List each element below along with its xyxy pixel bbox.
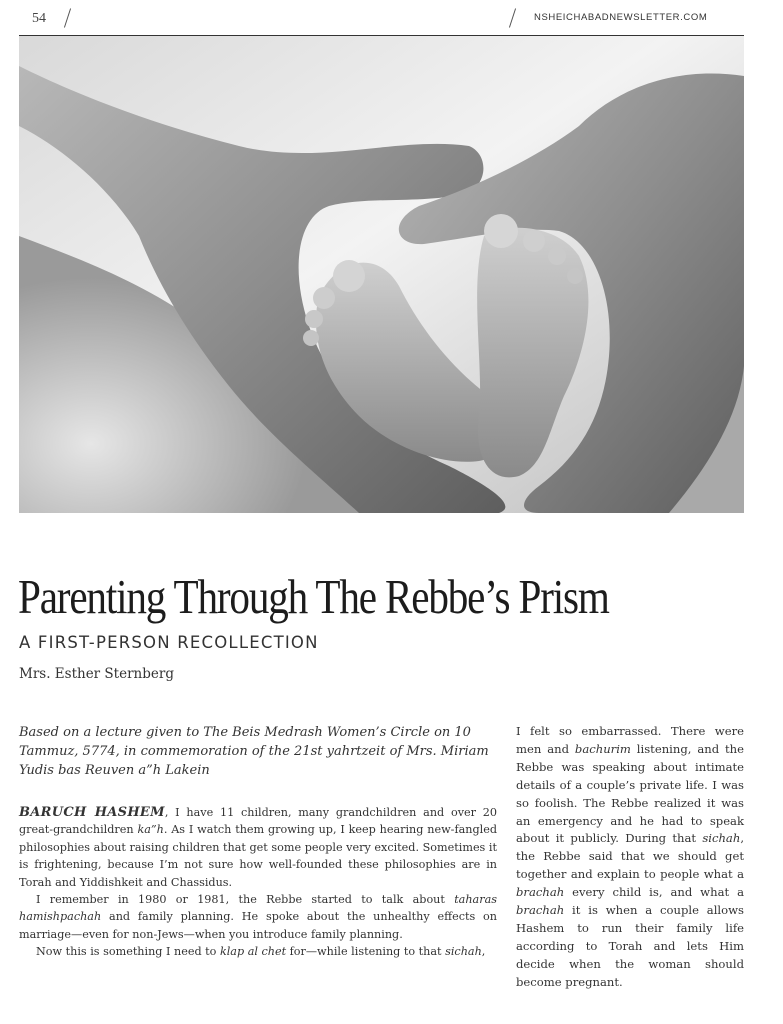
article-title: Parenting Through The Rebbe’s Prism [18, 569, 609, 624]
page-number: 54 [32, 11, 46, 26]
header-slash-left [64, 8, 71, 27]
paragraph-2 [19, 891, 497, 943]
hero-photo [19, 36, 744, 513]
body-column-1 [19, 804, 497, 961]
paragraph-1 [19, 804, 497, 891]
sichah-term: sichah [445, 945, 482, 959]
paragraph-2-text-a: I remember in 1980 or 1981, the Rebbe started to talk about [36, 893, 455, 907]
article-intro: Based on a lecture given to The Beis Medrash Women’s Circle on 10 Tammuz, 5774, in commemoration of the 21st yahrtzeit of Mrs. Miriam Yudis bas Reuven a”h Lakein [19, 725, 489, 778]
col2-text-b: listening, and the Rebbe was speaking about intimate details of a couple’s private life. I was so foolish. The Rebbe realized it was an emergency and he had to speak about it publicly. During that [516, 741, 744, 846]
brachah-term-1: brachah [516, 885, 565, 900]
klap-term: klap al chet [219, 945, 287, 959]
paragraph-3-text-c: , [481, 945, 486, 959]
site-url: NSHEICHABADNEWSLETTER.COM [534, 12, 708, 23]
bachurim-term: bachurim [574, 741, 631, 756]
article-author: Mrs. Esther Sternberg [19, 666, 174, 682]
taharas-term: taharas hamishpachah [19, 893, 497, 924]
paragraph-1-text-b: . As I watch them growing up, I keep hearing new-fangled philosophies about raising children that get some people very excited. Sometimes it is frightening, because I’m not sure how well-founded these philosophies are in Torah and Yiddishkeit and Chassidus. [19, 823, 497, 889]
sichah-term-2: sichah [702, 831, 741, 846]
col2-text-a: I felt so embarrassed. There were men and [516, 724, 744, 756]
paragraph-3-text-a: Now this is something I need to [36, 945, 220, 959]
body-column-2 [516, 723, 744, 992]
brachah-term-2: brachah [516, 903, 565, 918]
paragraph-3 [19, 943, 497, 960]
col2-text-c: , the Rebbe said that we should get together and explain to people what a [516, 831, 744, 882]
header-slash-right [509, 8, 516, 27]
col2-text-e: it is when a couple allows Hashem to run their family life according to Torah and lets Him decide when the woman should become pregnant. [516, 903, 744, 989]
col2-text-d: every child is, and what a [564, 885, 744, 900]
paragraph-2-text-b: and family planning. He spoke about the unhealthy effects on marriage—even for non-Jews—when you introduce family planning. [19, 910, 497, 941]
kah-term: ka”h [137, 823, 164, 837]
paragraph-3-text-b: for—while listening to that [286, 945, 446, 959]
lead-in: BARUCH HASHEM [19, 805, 165, 820]
article-subtitle: A FIRST-PERSON RECOLLECTION [19, 633, 319, 652]
paragraph-1-text-a: , I have 11 children, many grandchildren and over 20 great-grandchildren [19, 806, 498, 837]
